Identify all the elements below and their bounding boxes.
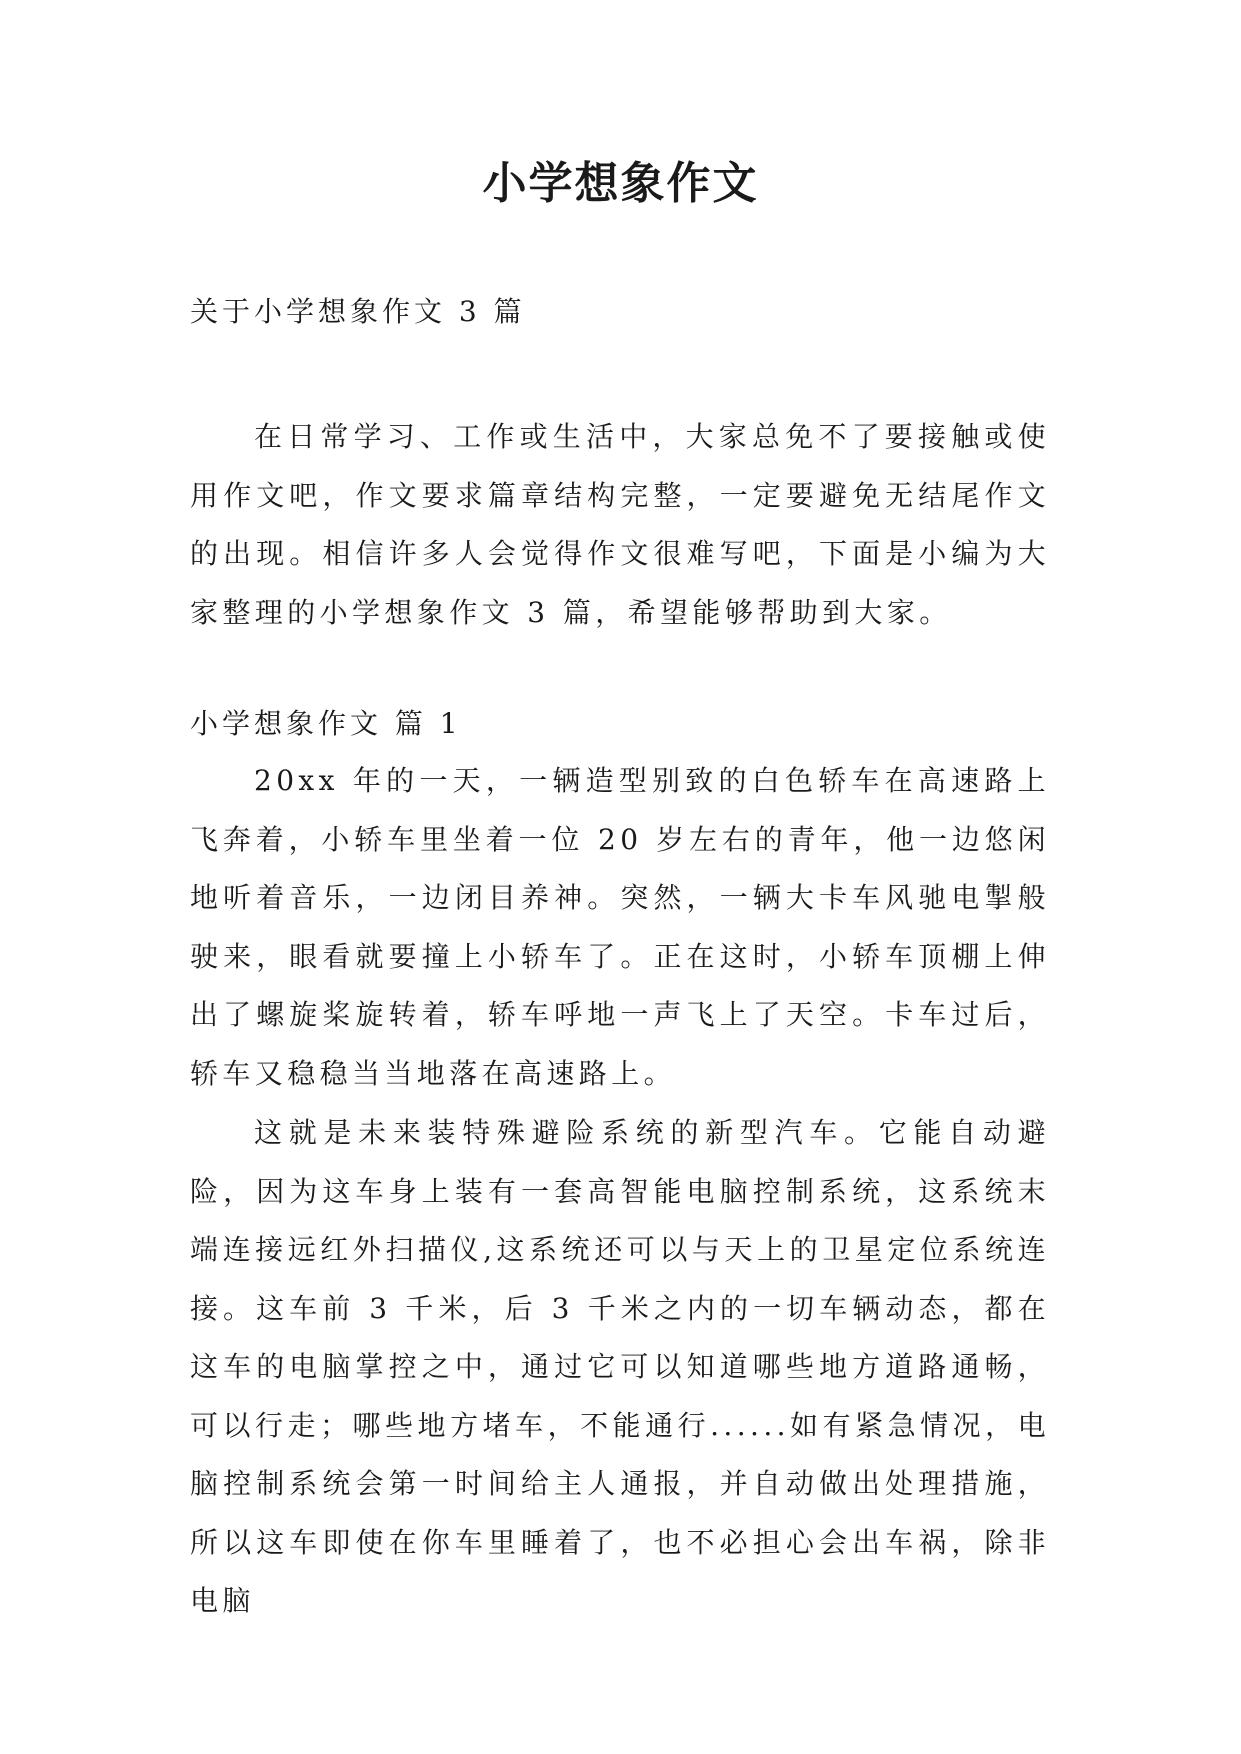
- document-subtitle: 关于小学想象作文 3 篇: [190, 295, 526, 328]
- section-heading: 小学想象作文 篇 1: [190, 707, 462, 740]
- intro-paragraph: 在日常学习、工作或生活中，大家总免不了要接触或使用作文吧，作文要求篇章结构完整，一定要避免无结尾作文的出现。相信许多人会觉得作文很难写吧，下面是小编为大家整理的小学想象作文 3 篇，希望能够帮助到大家。: [190, 420, 1050, 629]
- body-paragraph-1: 20xx 年的一天，一辆造型别致的白色轿车在高速路上飞奔着，小轿车里坐着一位 20 岁左右的青年，他一边悠闲地听着音乐，一边闭目养神。突然，一辆大卡车风驰电掣般驶来，眼看就要撞上小轿车了。正在这时，小轿车顶棚上伸出了螺旋桨旋转着，轿车呼地一声飞上了天空。卡车过后，轿车又稳稳当当地落在高速路上。: [190, 764, 1050, 1090]
- document-title: 小学想象作文: [482, 158, 759, 209]
- body-paragraph-2: 这就是未来装特殊避险系统的新型汽车。它能自动避险，因为这车身上装有一套高智能电脑控制系统，这系统末端连接远红外扫描仪,这系统还可以与天上的卫星定位系统连接。这车前 3 千米，后 3 千米之内的一切车辆动态，都在这车的电脑掌控之中，通过它可以知道哪些地方道路通畅，可以行走；哪些地方堵车，不能通行......如有紧急情况，电脑控制系统会第一时间给主人通报，并自动做出处理措施，所以这车即使在你车里睡着了，也不必担心会出车祸，除非电脑: [190, 1116, 1050, 1617]
